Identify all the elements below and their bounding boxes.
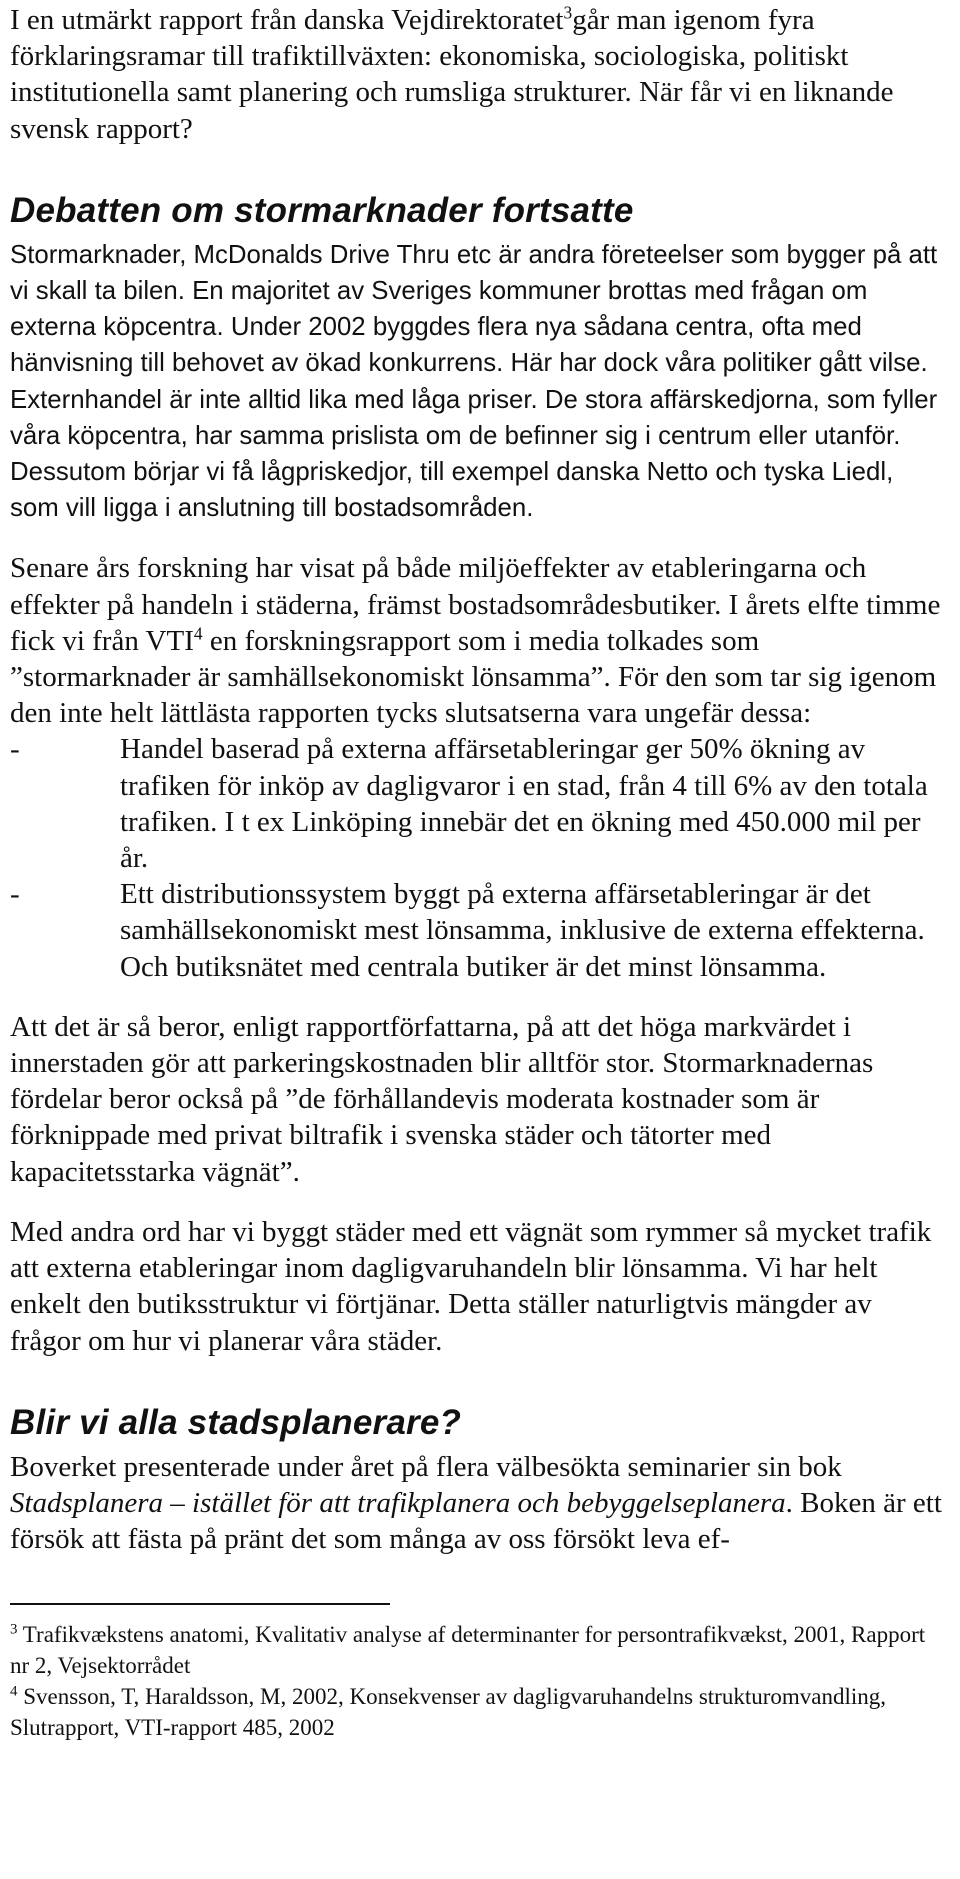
- footnote-divider: [10, 1603, 390, 1605]
- footnote-number: 3: [10, 1621, 18, 1638]
- dash-bullet: -: [10, 733, 20, 766]
- list-item: [10, 876, 944, 985]
- list-item: [10, 731, 944, 876]
- section-lead-paragraph: Stormarknader, McDonalds Drive Thru etc är andra företeelser som bygger på att vi skall ta bilen. En majoritet av Sveriges kommuner brottas med frågan om externa köpcentra. Under 2002 byggdes flera nya sådana centra, ofta med hänvisning till behovet av ökad konkurrens. Här har dock våra politiker gått vilse. Externhandel är inte alltid lika med låga priser. De stora affärskedjorna, som fyller våra köpcentra, har samma prislista om de befinner sig i centrum eller utanför. Dessutom börjar vi få lågpriskedjor, till exempel danska Netto och tyska Liedl, som vill ligga i anslutning till bostadsområden.: [10, 240, 938, 523]
- footnotes: [10, 1619, 944, 1743]
- section-lead-block: [10, 237, 944, 527]
- research-paragraph: Senare års forskning har visat på både miljöeffekter av etableringarna och effekter på handeln i städerna, främst bostadsområdesbutiker. I årets elfte timme fick vi från VTI$^4$ en forskningsrapport som i media tolkades som ”stormarknader är samhällsekonomiskt lönsamma”. För den som tar sig igenom den inte helt lättlästa rapporten tycks slutsatserna vara ungefär dessa:: [10, 552, 941, 730]
- list-item-text: Ett distributionssystem byggt på externa affärsetableringar är det samhällsekonomiskt mest lönsamma, inklusive de externa effekterna. Och butiksnätet med centrala butiker är det minst lönsamma.: [120, 878, 925, 983]
- section-heading-stadsplanerare: Blir vi alla stadsplanerare?: [10, 1402, 462, 1442]
- footnote-4: $^4$ Svensson, T, Haraldsson, M, 2002, Konsekvenser av dagligvaruhandelns strukturomvandling, Slutrapport, VTI-rapport 485, 2002: [10, 1683, 887, 1741]
- dash-bullet: -: [10, 878, 20, 911]
- footnote-ref-3[interactable]: 3: [563, 2, 573, 23]
- summary-paragraph: Med andra ord har vi byggt städer med ett vägnät som rymmer så mycket trafik att externa etableringar inom dagligvaruhandeln blir lönsamma. Vi har helt enkelt den butiksstruktur vi förtjänar. Detta ställer naturligtvis mängder av frågor om hur vi planerar våra städer.: [10, 1215, 932, 1357]
- boverket-paragraph: Boverket presenterade under året på flera välbesökta seminarier sin bok Stadsplanera – istället för att trafikplanera och bebyggelseplanera. Boken är ett försök att fästa på pränt det som många av oss försökt leva ef-: [10, 1450, 942, 1556]
- footnote-ref-4[interactable]: 4: [193, 623, 203, 644]
- footnote-3: $^3$ Trafikvækstens anatomi, Kvalitativ analyse af determinanter for persontrafikvækst, 2001, Rapport nr 2, Vejsektorrådet: [10, 1621, 926, 1679]
- conclusions-list: [10, 731, 944, 984]
- parking-paragraph: Att det är så beror, enligt rapportförfattarna, på att det höga markvärdet i innerstaden gör att parkeringskostnaden blir alltför stor. Stormarknadernas fördelar beror också på ”de förhållandevis moderata kostnader som är förknippade med privat biltrafik i svenska städer och tätorter med kapacitetsstarka vägnät”.: [10, 1010, 874, 1188]
- book-title: Stadsplanera – istället för att trafikplanera och bebyggelseplanera: [10, 1486, 786, 1519]
- intro-paragraph: I en utmärkt rapport från danska Vejdirektoratet$^3$går man igenom fyra förklaringsramar till trafiktillväxten: ekonomiska, sociologiska, politiskt institutionella samt planering och rumsliga strukturer. När får vi en liknande svensk rapport?: [10, 2, 894, 145]
- footnote-number: 4: [10, 1683, 18, 1700]
- section-heading-stormarknader: Debatten om stormarknader fortsatte: [10, 190, 634, 230]
- list-item-text: Handel baserad på externa affärsetableringar ger 50% ökning av trafiken för inköp av dagligvaror i en stad, från 4 till 6% av den totala trafiken. I t ex Linköping innebär det en ökning med 450.000 mil per år.: [120, 733, 928, 875]
